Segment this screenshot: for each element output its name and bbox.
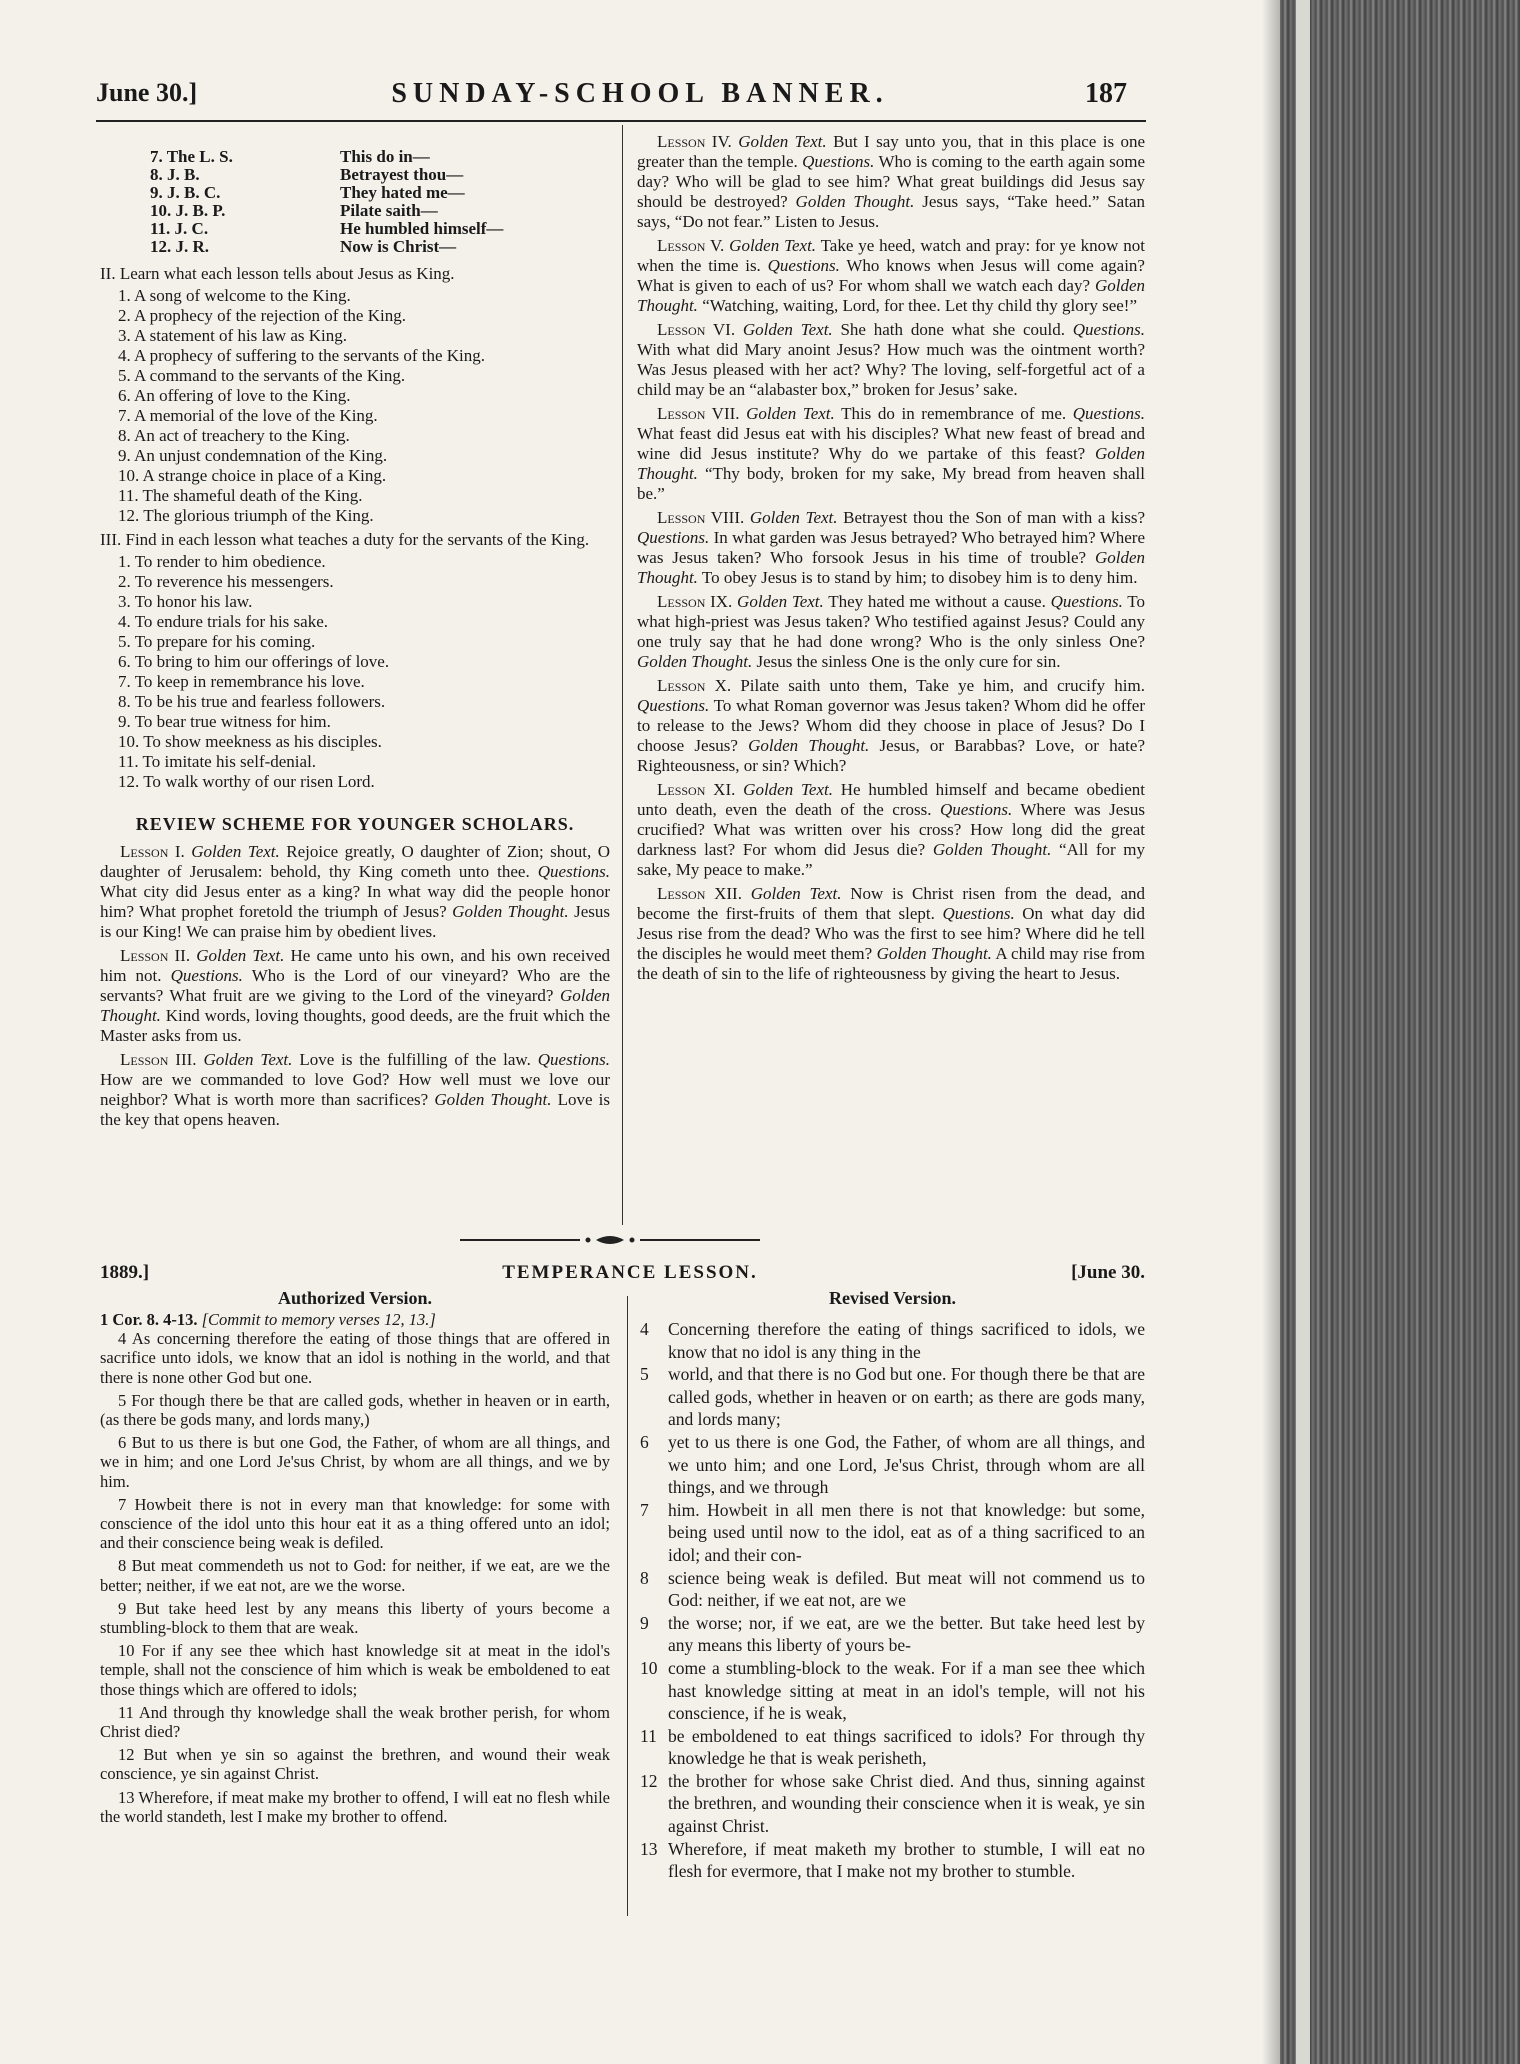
- list-item: 8. An act of treachery to the King.: [118, 426, 350, 445]
- verse: 13 Wherefore, if meat make my brother to offend, I will eat no flesh while the world standeth, lest I make my brother to offend.: [100, 1787, 610, 1826]
- verse: 11 be emboldened to eat things sacrificed to idols? For through thy knowledge he that is weak perisheth,: [640, 1725, 1145, 1769]
- lesson-paragraph: Lesson X. Pilate saith unto them, Take ye him, and crucify him. Questions. To what Roman governor was Jesus taken? Whom did he offer to release to the Jews? Whom did they choose in place of Jesus? Do I choose Jesus? Golden Thought. Jesus, or Barabbas? Love, or hate? Righteousness, or sin? Which?: [637, 676, 1146, 775]
- list-item: 8. To be his true and fearless followers.: [118, 692, 386, 711]
- verse: 10 For if any see thee which hast knowledge sit at meat in the idol's temple, shall not the conscience of him which is weak be emboldened to eat those things which are offered to idols;: [100, 1641, 610, 1699]
- verse: 9 But take heed lest by any means this liberty of yours become a stumbling-block to them that are weak.: [100, 1598, 610, 1638]
- verse: 13 Wherefore, if meat maketh my brother to stumble, I will eat no flesh for evermore, that I make not my brother to stumble.: [640, 1838, 1145, 1882]
- list-item: 5. A command to the servants of the King.: [118, 366, 406, 385]
- ornament-divider: [460, 1234, 760, 1246]
- list-item: 4. A prophecy of suffering to the servants of the King.: [118, 346, 486, 365]
- lesson-paragraph: Lesson VI. Golden Text. She hath done what she could. Questions. With what did Mary anoint Jesus? How much was the ointment worth? Was Jesus pleased with her act? Why? The loving, self-forgetful act of a child may be an “alabaster box,” broken for Jesus’ sake.: [637, 320, 1146, 399]
- list-item: 2. To reverence his messengers.: [118, 572, 334, 591]
- section-3-list: [100, 552, 610, 792]
- list-item: 12. The glorious triumph of the King.: [118, 506, 374, 525]
- verse: 5 world, and that there is no God but one. For though there be that are called gods, whether in heaven or on earth; as there are gods many, and lords many;: [640, 1364, 1145, 1430]
- right-column: [637, 132, 1145, 988]
- lesson-paragraph: Lesson II. Golden Text. He came unto his own, and his own received him not. Questions. Who is the Lord of our vineyard? Who are the servants? What fruit are we giving to the Lord of the vineyard? Golden Thought. Kind words, loving thoughts, good deeds, are the fruit which the Master asks from us.: [100, 946, 611, 1045]
- lesson-paragraph: Lesson I. Golden Text. Rejoice greatly, O daughter of Zion; shout, O daughter of Jerusalem: behold, thy King cometh unto thee. Questions. What city did Jesus enter as a king? In what way did the people honor him? What prophet foretold the triumph of Jesus? Golden Thought. Jesus is our King! We can praise him by obedient lives.: [100, 842, 611, 941]
- list-item: 2. A prophecy of the rejection of the King.: [118, 306, 406, 325]
- list-item: 10. To show meekness as his disciples.: [118, 732, 382, 751]
- authorized-version-title: Authorized Version.: [277, 1288, 432, 1308]
- revised-version-title: Revised Version.: [828, 1288, 956, 1308]
- section-2-list: [100, 286, 610, 526]
- lesson-paragraph: Lesson III. Golden Text. Love is the fulfilling of the law. Questions. How are we commanded to love God? How well must we love our neighbor? What is worth more than sacrifices? Golden Thought. Love is the key that opens heaven.: [100, 1050, 611, 1129]
- schedule-row: 9. J. B. C. They hated me—: [150, 183, 465, 202]
- column-divider: [622, 125, 623, 1225]
- section-3-title: III. Find in each lesson what teaches a duty for the servants of the King.: [100, 530, 590, 549]
- lesson-paragraph: Lesson XI. Golden Text. He humbled himself and became obedient unto death, even the death of the cross. Questions. Where was Jesus crucified? What was written over his cross? How long did the great darkness last? For whom did Jesus die? Golden Thought. “All for my sake, My peace to make.”: [637, 780, 1145, 879]
- lesson-paragraph: Lesson VII. Golden Text. This do in remembrance of me. Questions. What feast did Jesus eat with his disciples? What new feast of bread and wine did Jesus institute? Why do we partake of this feast? Golden Thought. “Thy body, broken for my sake, My bread from heaven shall be.”: [637, 404, 1146, 503]
- verse: 6 yet to us there is one God, the Father, of whom are all things, and we unto him; and one Lord, Je'sus Christ, through whom are all things, and we through: [640, 1431, 1145, 1498]
- list-item: 6. To bring to him our offerings of love.: [118, 652, 390, 671]
- schedule-row: 7. The L. S. This do in—: [150, 147, 430, 166]
- verse: 7 Howbeit there is not in every man that knowledge: for some with conscience of the idol unto this hour eat it as a thing offered unto an idol; and their conscience being weak is defiled.: [100, 1494, 610, 1553]
- verse: 4 As concerning therefore the eating of those things that are offered in sacrifice unto idols, we know that an idol is nothing in the world, and that there is none other God but one.: [100, 1329, 610, 1387]
- schedule-row: 8. J. B. Betrayest thou—: [150, 165, 464, 184]
- lesson-paragraph: Lesson IX. Golden Text. They hated me without a cause. Questions. To what high-priest was Jesus taken? Who testified against Jesus? Could any one truly say that he had done wrong? Who is the only sinless One? Golden Thought. Jesus the sinless One is the only cure for sin.: [637, 592, 1145, 671]
- list-item: 12. To walk worthy of our risen Lord.: [118, 772, 375, 791]
- section-2-title: II. Learn what each lesson tells about Jesus as King.: [100, 264, 455, 283]
- lesson-paragraph: Lesson XII. Golden Text. Now is Christ risen from the dead, and become the first-fruits of them that slept. Questions. On what day did Jesus rise from the dead? Who was the first to see him? Where did he tell the disciples he would meet them? Golden Thought. A child may rise from the death of sin to the life of righteousness by giving the heart to Jesus.: [637, 884, 1146, 983]
- schedule-row: 11. J. C. He humbled himself—: [150, 219, 504, 238]
- verse: 7 him. Howbeit in all men there is not that knowledge: but some, being used until now to the idol, eat as of a thing sacrificed to an idol; and their con-: [640, 1499, 1145, 1565]
- temperance-title: TEMPERANCE LESSON.: [502, 1262, 758, 1283]
- book-page-edge-highlight: [1296, 0, 1310, 2064]
- list-item: 5. To prepare for his coming.: [118, 632, 316, 651]
- list-item: 1. To render to him obedience.: [118, 552, 326, 571]
- version-divider: [627, 1296, 628, 1916]
- lesson-paragraph: Lesson V. Golden Text. Take ye heed, watch and pray: for ye know not when the time is. Questions. Who knows when Jesus will come again? What is given to each of us? For whom shall we watch each day? Golden Thought. “Watching, waiting, Lord, for thee. Let thy child thy glory see!”: [637, 236, 1146, 315]
- temperance-year: 1889.]: [100, 1262, 150, 1283]
- list-item: 9. To bear true witness for him.: [118, 712, 331, 731]
- temperance-date: [June 30.: [1071, 1262, 1145, 1283]
- verse: 6 But to us there is but one God, the Father, of whom are all things, and we in him; and one Lord Je'sus Christ, by whom are all things, and we by him.: [100, 1433, 610, 1491]
- list-item: 10. A strange choice in place of a King.: [118, 466, 387, 485]
- authorized-version-text: [100, 1310, 610, 1830]
- schedule-list: [150, 148, 610, 256]
- schedule-row: 12. J. R. Now is Christ—: [150, 237, 457, 256]
- verse: 8 science being weak is defiled. But meat will not commend us to God: neither, if we eat not, are we: [640, 1567, 1145, 1611]
- header-title: SUNDAY-SCHOOL BANNER.: [391, 78, 889, 109]
- header-rule: [96, 120, 1146, 122]
- list-item: 3. To honor his law.: [118, 592, 253, 611]
- header-date: June 30.]: [96, 78, 198, 107]
- list-item: 11. To imitate his self-denial.: [118, 752, 317, 771]
- page-number: 187: [1085, 78, 1127, 109]
- temperance-header: [100, 1262, 1145, 1288]
- verse: 8 But meat commendeth us not to God: for neither, if we eat, are we the better; neither, if we eat not, are we the worse.: [100, 1556, 610, 1595]
- review-title: REVIEW SCHEME FOR YOUNGER SCHOLARS.: [135, 814, 575, 834]
- list-item: 1. A song of welcome to the King.: [118, 286, 351, 305]
- left-column: [100, 148, 610, 1134]
- list-item: 6. An offering of love to the King.: [118, 386, 351, 405]
- verse: 5 For though there be that are called gods, whether in heaven or in earth, (as there be gods many, and lords many,): [100, 1390, 610, 1430]
- lesson-paragraph: Lesson VIII. Golden Text. Betrayest thou the Son of man with a kiss? Questions. In what garden was Jesus betrayed? Who betrayed him? Where was Jesus taken? Who forsook Jesus in his time of trouble? Golden Thought. To obey Jesus is to stand by him; to disobey him is to deny him.: [637, 508, 1146, 587]
- list-item: 4. To endure trials for his sake.: [118, 612, 329, 631]
- verse: 12 the brother for whose sake Christ died. And thus, sinning against the brethren, and wounding their conscience when it is weak, ye sin against Christ.: [640, 1770, 1145, 1837]
- list-item: 9. An unjust condemnation of the King.: [118, 446, 388, 465]
- list-item: 3. A statement of his law as King.: [118, 326, 348, 345]
- schedule-row: 10. J. B. P. Pilate saith—: [150, 201, 438, 220]
- book-page-edges: [1280, 0, 1520, 2064]
- list-item: 11. The shameful death of the King.: [118, 486, 363, 505]
- verse: 12 But when ye sin so against the brethren, and wound their weak conscience, ye sin against Christ.: [100, 1745, 610, 1784]
- verse: 9 the worse; nor, if we eat, are we the better. But take heed lest by any means this liberty of yours be-: [640, 1612, 1145, 1656]
- scripture-reference: 1 Cor. 8. 4-13. [Commit to memory verses 12, 13.]: [100, 1310, 436, 1329]
- list-item: 7. To keep in remembrance his love.: [118, 672, 365, 691]
- revised-version-text: [640, 1318, 1145, 1883]
- list-item: 7. A memorial of the love of the King.: [118, 406, 378, 425]
- verse: 10 come a stumbling-block to the weak. For if a man see thee which hast knowledge sitting at meat in an idol's temple, will not his conscience, if he is weak,: [640, 1657, 1145, 1724]
- verse: 4 Concerning therefore the eating of things sacrificed to idols, we know that no idol is any thing in the: [640, 1319, 1145, 1362]
- page-gutter-shadow: [1262, 0, 1280, 2064]
- verse: 11 And through thy knowledge shall the weak brother perish, for whom Christ died?: [100, 1702, 610, 1742]
- lesson-paragraph: Lesson IV. Golden Text. But I say unto you, that in this place is one greater than the temple. Questions. Who is coming to the earth again some day? Who will be glad to see him? What great buildings did Jesus say should be destroyed? Golden Thought. Jesus says, “Take heed.” Satan says, “Do not fear.” Listen to Jesus.: [637, 132, 1146, 231]
